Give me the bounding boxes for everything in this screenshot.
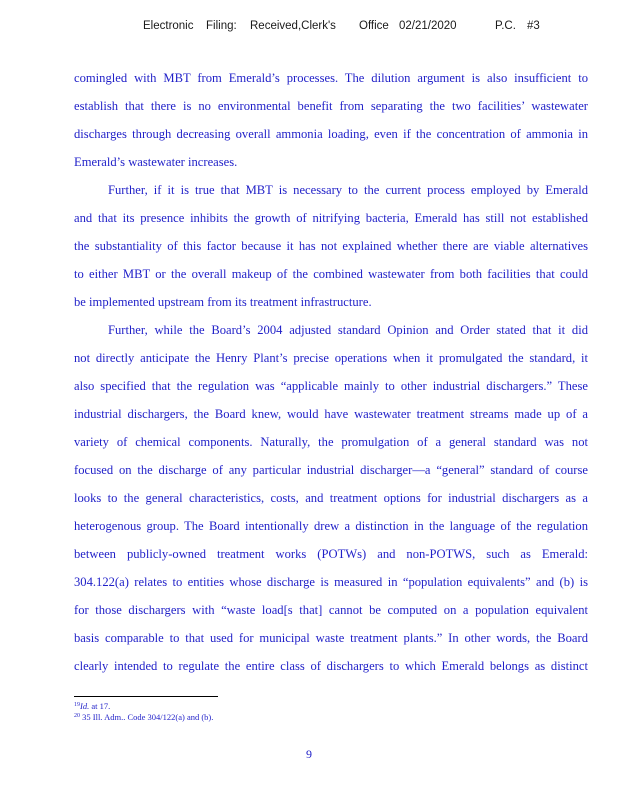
header-pc: P.C.: [495, 20, 516, 32]
body-line: 304.122(a) relates to entities whose discharge is measured in “population equivalents” and (b) is: [74, 575, 588, 589]
footnote-text: at 17.: [89, 701, 111, 711]
body-line: not directly anticipate the Henry Plant’s precise operations when it promulgated the standard, it: [74, 351, 588, 365]
body-line: to either MBT or the overall makeup of the combined wastewater from both facilities that could: [74, 267, 588, 281]
body-line: basis comparable to that used for municipal waste treatment plants.” In other words, the Board: [74, 631, 588, 645]
footnote: [74, 701, 374, 712]
body-line: Further, while the Board’s 2004 adjusted standard Opinion and Order stated that it did: [108, 323, 588, 337]
header-filing: Filing:: [206, 20, 237, 32]
body-line: clearly intended to regulate the entire class of dischargers to which Emerald belongs as distinct: [74, 659, 588, 673]
body-line: discharges through decreasing overall ammonia loading, even if the concentration of ammonia in: [74, 127, 588, 141]
header-pc-number: #3: [527, 20, 540, 32]
body-line: looks to the general characteristics, costs, and treatment options for industrial dischargers as a: [74, 491, 588, 505]
body-line: Emerald’s wastewater increases.: [74, 155, 238, 169]
footnote: [74, 712, 374, 723]
body-line: between publicly-owned treatment works (POTWs) and non-POTWS, such as Emerald:: [74, 547, 588, 561]
header-electronic: Electronic: [143, 20, 194, 32]
body-line: the substantiality of this factor because it has not explained whether there are viable alternatives: [74, 239, 588, 253]
page-number: 9: [306, 747, 312, 761]
body-text: [74, 67, 588, 683]
header-office: Office: [359, 20, 389, 32]
footnote-number: 19: [74, 702, 80, 708]
body-line: comingled with MBT from Emerald’s processes. The dilution argument is also insufficient to: [74, 71, 588, 85]
body-line: and that its presence inhibits the growth of nitrifying bacteria, Emerald has still not established: [74, 211, 588, 225]
body-line: Further, if it is true that MBT is necessary to the current process employed by Emerald: [108, 183, 588, 197]
footnote-text: 35 Ill. Adm.. Code 304/122(a) and (b).: [80, 712, 214, 722]
footnote-italic: Id.: [80, 701, 90, 711]
body-line: focused on the discharge of any particular industrial discharger—a “general” standard of course: [74, 463, 588, 477]
footnote-divider: [74, 696, 218, 697]
body-line: be implemented upstream from its treatment infrastructure.: [74, 295, 372, 309]
body-line: industrial dischargers, the Board knew, would have wastewater treatment streams made up of a: [74, 407, 588, 421]
body-line: establish that there is no environmental benefit from separating the two facilities’ wastewater: [74, 99, 588, 113]
footnotes: [74, 701, 374, 723]
body-line: for those dischargers with “waste load[s that] cannot be computed on a population equivalent: [74, 603, 588, 617]
header-date: 02/21/2020: [399, 20, 457, 32]
body-line: heterogenous group. The Board intentionally drew a distinction in the language of the regulation: [74, 519, 588, 533]
body-line: variety of chemical components. Naturally, the promulgation of a general standard was not: [74, 435, 588, 449]
footnote-number: 20: [74, 713, 80, 719]
body-line: also specified that the regulation was “applicable mainly to other industrial dischargers.” These: [74, 379, 588, 393]
header-received: Received,Clerk's: [250, 20, 336, 32]
